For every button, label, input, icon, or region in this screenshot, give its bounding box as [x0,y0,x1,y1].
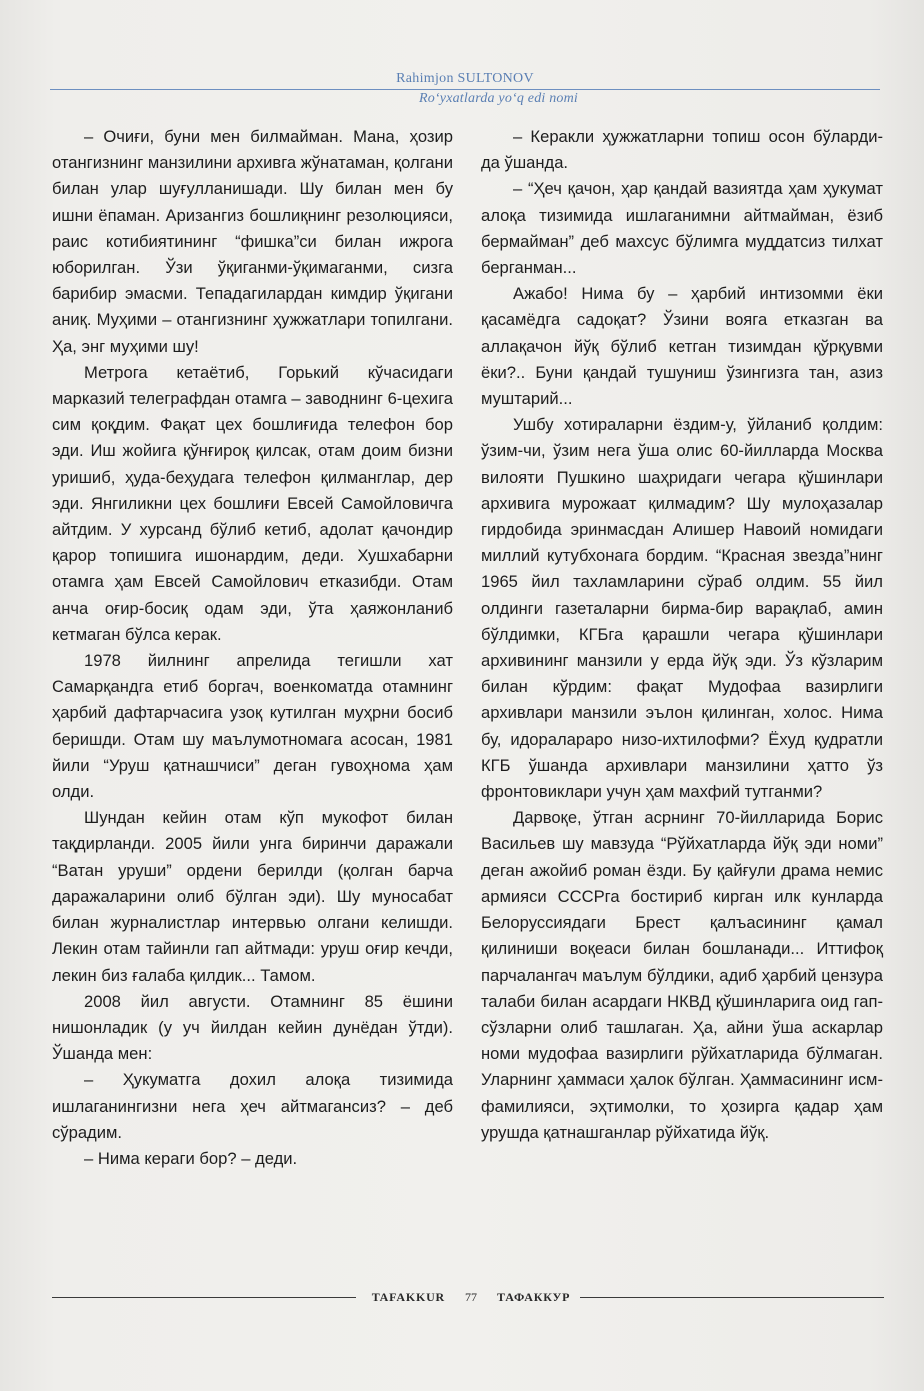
left-column [52,124,453,1172]
paragraph: 1978 йилнинг апрелида тегишли хат Самарқандга етиб боргач, военкоматда отамнинг ҳарбий дафтарчасига узоқ кутилган муҳрни босиб беришди. Отам шу маълумотномага асосан, 1981 йили “Уруш қатнашчиси” деган гувоҳнома ҳам олди. [52,651,453,802]
footer-magazine-latin: TAFAKKUR [371,1289,446,1304]
paragraph: 2008 йил августи. Отамнинг 85 ёшини нишонладик (у уч йилдан кейин дунёдан ўтди). Ўшанда мен: [52,991,453,1064]
paragraph: – Керакли ҳужжатларни топиш осон бўларди-да ўшанда. [481,127,883,173]
paragraph: Шундан кейин отам кўп мукофот билан тақдирланди. 2005 йили унга биринчи даражали “Ватан уруши” ордени берилди (қолган барча даражаларини олиб бўлган эди). Шу муносабат билан журналистлар интервью олгани келишди. Лекин отам тайинли гап айтмади: уруш оғир кечди, лекин биз ғалаба қилдик... Тамом. [52,808,453,985]
paragraph: Ажабо! Нима бу – ҳарбий интизомми ёки қасамёдга садоқат? Ўзини вояга етказган ва аллақачон йўқ бўлиб кетган тизимдан қўрқувми ёки?.. Буни қандай тушуниш ўзингизга тан, азиз муштарий... [481,284,883,409]
paragraph: Метрога кетаётиб, Горький кўчасидаги марказий телеграфдан отамга – заводнинг 6-цехига сим қоқдим. Фақат цех бошлиғида телефон бор эди. Иш жойига қўнғироқ қилсак, отам доим бизни уришиб, ҳуда-беҳудага телефон қилманглар, дер эди. Янгиликни цех бошлиғи Евсей Самойловичга айтдим. У хурсанд бўлиб кетиб, адолат қачондир қарор топишига ишонардим, деди. Хушхабарни отамга ҳам Евсей Самойлович етказибди. Отам анча оғир-босиқ одам эди, ўта ҳаяжонланиб кетмаган бўлса керак. [52,362,453,644]
paragraph: – “Ҳеч қачон, ҳар қандай вазиятда ҳам ҳукумат алоқа тизимида ишлаганимни айтмайман, ёзиб бермайман” деб махсус бўлимга муддатсиз тилхат берганман... [481,179,883,278]
footer-rule-left [52,1297,356,1298]
paragraph: – Очиғи, буни мен билмайман. Мана, ҳозир отангизнинг манзилини архивга жўнатаман, қолгани билан улар шуғулланишади. Шу билан мен бу ишни ёпаман. Аризангиз бошлиқнинг резолюцияси, раис котибиятининг “фишка”си билан ижрога юборилган. Ўзи ўқиганми-ўқимаганми, сизга барибир эмасми. Тепадагилардан кимдир ўқигани аниқ. Муҳими – отангизнинг ҳужжатлари топилгани. Ҳа, энг муҳими шу! [52,127,453,356]
page-footer [52,1288,884,1306]
running-header [50,70,880,108]
page-number: 77 [465,1289,478,1304]
footer-rule-right [580,1297,884,1298]
article-title: Ro‘yxatlarda yo‘q edi nomi [418,91,578,106]
paragraph: – Нима кераги бор? – деди. [84,1148,298,1168]
paragraph: Дарвоқе, ўтган асрнинг 70-йилларида Борис Васильев шу мавзуда “Рўйхатларда йўқ эди номи” деган ажойиб роман ёзди. Бу қайғули драма немис армияси СССРга бостириб кирган илк кунларда Белоруссиядаги Брест қалъасининг қамал қилиниши воқеаси билан бошланади... Иттифоқ парчалангач маълум бўлдики, адиб ҳарбий цензура талаби билан асардаги НКВД қўшинларига оид гап-сўзларни олиб ташлаган. Ҳа, айни ўша аскарлар номи мудофаа вазирлиги рўйхатларида бўлмаган. Уларнинг ҳаммаси ҳалок бўлган. Ҳаммасининг исм-фамилияси, эҳтимолки, то ҳозирга қадар ҳам урушда қатнашганлар рўйхатида йўқ. [481,808,883,1142]
paragraph: – Ҳукуматга дохил алоқа тизимида ишлаганингизни нега ҳеч айтмагансиз? – деб сўрадим. [52,1070,453,1142]
author-name: Rahimjon SULTONOV [396,71,534,86]
right-column [481,124,883,1146]
footer-magazine-cyrillic: ТАФАККУР [497,1289,571,1304]
paragraph: Ушбу хотираларни ёздим-у, ўйланиб қолдим: ўзим-чи, ўзим нега ўша олис 60-йилларда Москва вилояти Пушкино шаҳридаги чегара қўшинлари архивига мурожаат қилмадим? Шу мулоҳазалар гирдобида эринмасдан Алишер Навоий номидаги миллий кутубхонага бордим. “Красная звезда”нинг 1965 йил тахламларини сўраб олдим. 55 йил олдинги газеталарни бирма-бир варақлаб, амин бўлдимки, КГБга қарашли чегара қўшинлари архивининг манзили у ерда йўқ эди. Ўз кўзларим билан кўрдим: фақат Мудофаа вазирлиги архивлари манзили эълон қилинган, холос. Нима бу, идоралараро низо-ихтилофми? Ёхуд қудратли КГБ ўшанда архивлари манзилини ҳатто ўз фронтовиклари учун ҳам махфий тутганми? [481,415,883,802]
